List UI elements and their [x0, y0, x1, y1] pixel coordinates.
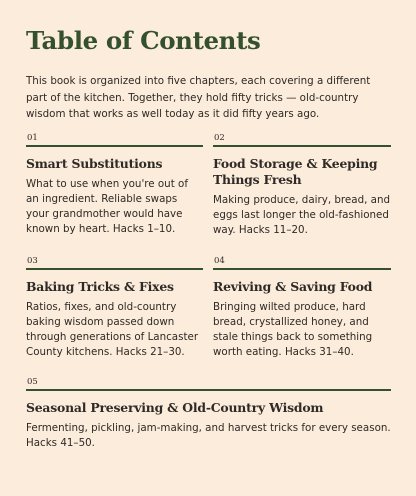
chapter-entry-3 [26, 255, 203, 361]
chapter-description: Ratios, fixes, and old-country baking wisdom passed down through generations of Lancaster County kitchens. Hacks 21–30. [26, 300, 199, 359]
chapter-divider [26, 268, 203, 270]
page-title: Table of Contents [26, 26, 261, 55]
intro-paragraph: This book is organized into five chapters, each covering a different part of the kitchen. Together, they hold fifty tricks — old-country wisdom that works as well today as it did fifty years ago. [26, 75, 371, 120]
chapter-entry-4 [213, 255, 391, 361]
chapter-number: 03 [27, 256, 38, 266]
chapter-description: Fermenting, pickling, jam-making, and harvest tricks for every season. Hacks 41–50. [26, 421, 391, 449]
chapter-divider [213, 268, 391, 270]
chapter-description: Making produce, dairy, bread, and eggs last longer the old-fashioned way. Hacks 11–20. [213, 193, 391, 237]
chapter-entry-2 [213, 132, 391, 238]
chapter-number: 05 [27, 377, 38, 387]
chapter-entry-5 [26, 376, 391, 451]
chapter-title: Smart Substitutions [26, 155, 163, 171]
chapter-title: Food Storage & Keeping Things Fresh [213, 155, 378, 187]
chapter-divider [26, 389, 391, 391]
chapter-description: What to use when you're out of an ingredient. Reliable swaps your grandmother would have known by heart. Hacks 1–10. [26, 177, 188, 236]
chapter-number: 04 [214, 256, 225, 266]
chapter-title: Baking Tricks & Fixes [26, 278, 174, 294]
chapter-description: Bringing wilted produce, hard bread, crystallized honey, and stale things back to something worth eating. Hacks 31–40. [213, 300, 373, 359]
table-of-contents-page [26, 0, 391, 496]
chapter-number: 02 [214, 133, 225, 143]
chapter-divider [213, 145, 391, 147]
chapter-divider [26, 145, 203, 147]
chapter-title: Reviving & Saving Food [213, 278, 373, 294]
chapter-number: 01 [27, 133, 38, 143]
chapter-entry-1 [26, 132, 203, 238]
chapter-title: Seasonal Preserving & Old-Country Wisdom [26, 399, 324, 415]
